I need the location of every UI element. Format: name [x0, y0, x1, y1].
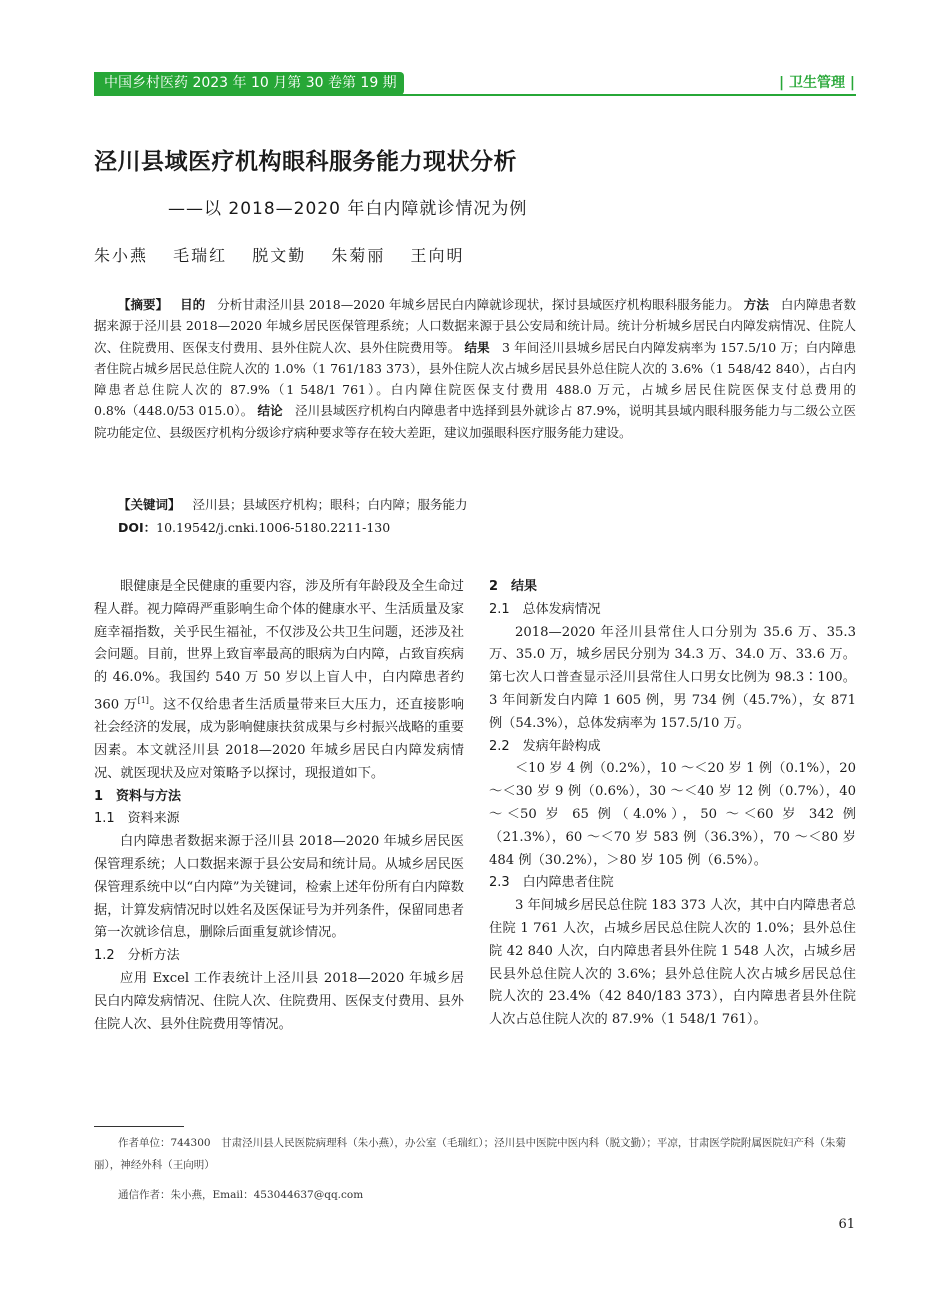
- abstract: [94, 294, 856, 443]
- footnote-rule: [94, 1126, 184, 1127]
- abstract-label: 【摘要】: [118, 297, 169, 312]
- keywords-label: 【关键词】: [118, 497, 181, 512]
- subsection-heading: 2.2 发病年龄构成: [489, 738, 601, 754]
- author: 脱文勤: [252, 246, 307, 265]
- keywords-text: 泾川县；县域医疗机构；眼科；白内障；服务能力: [192, 497, 468, 512]
- footnote: [94, 1132, 856, 1206]
- results-text: 3 年间泾川县城乡居民白内障发病率为 157.5/10 万；白内障患者住院占城乡居民总住院人次的 1.0%（1 761/183 373），县外住院人次占城乡居民县外总住院人次的 3.6%（1 548/42 840），占白内障患者总住院人次的 87.9%（1 548/1 761）。白内障住院医保支付费用 488.0 万元，占城乡居民住院医保支付总费用的 0.8%（448.0/53 015.0）。: [94, 339, 856, 419]
- author-affiliation: 作者单位：744300 甘肃泾川县人民医院病理科（朱小燕），办公室（毛瑞红）；泾川县中医院中医内科（脱文勤）；平凉，甘肃医学院附属医院妇产科（朱菊丽），神经外科（王向明）: [94, 1137, 846, 1171]
- keywords: [118, 495, 467, 515]
- purpose-text: 分析甘肃泾川县 2018—2020 年城乡居民白内障就诊现状，探讨县域医疗机构眼科服务能力。: [217, 297, 740, 312]
- methods-text: 白内障患者数据来源于泾川县 2018—2020 年城乡居民医保管理系统；人口数据来源于县公安局和统计局。统计分析城乡居民白内障发病情况、住院人次、住院费用、医保支付费用、县外住院人次、县外住院费用等。: [94, 297, 857, 355]
- article-title: 泾川县域医疗机构眼科服务能力现状分析: [94, 149, 517, 175]
- subsection-heading: 2.3 白内障患者住院: [489, 875, 614, 891]
- results-label: 结果: [464, 339, 490, 355]
- journal-info: 中国乡村医药 2023 年 10 月第 30 卷第 19 期: [104, 75, 397, 91]
- author: 王向明: [410, 246, 465, 265]
- header-rule: [94, 94, 856, 96]
- conclusion-label: 结论: [257, 403, 283, 419]
- doi: [118, 518, 390, 538]
- section-heading: 2 结果: [489, 579, 538, 594]
- intro-paragraph: 眼健康是全民健康的重要内容，涉及所有年龄段及全生命过程人群。视力障碍严重影响生命个体的健康水平、生活质量及家庭幸福指数，关乎民生福祉，不仅涉及公共卫生问题，还涉及社会问题。目前，世界上致盲率最高的眼病为白内障，占致盲疾病的 46.0%。我国约 540 万 50 岁以上盲人中，白内障患者约 360 万[1]。这不仅给患者生活质量带来巨大压力，还直接影响社会经济的发展，成为影响健康扶贫成果与乡村振兴战略的重要因素。本文就泾川县 2018—2020 年城乡居民白内障发病情况、就医现状及应对策略予以探讨，现报道如下。: [94, 579, 464, 781]
- paragraph: ＜10 岁 4 例（0.2%），10 ～＜20 岁 1 例（0.1%），20 ～＜30 岁 9 例（0.6%），30 ～＜40 岁 12 例（0.7%），40 ～＜50 岁 65 例（4.0%），50 ～＜60 岁 342 例（21.3%），60 ～＜70 岁 583 例（36.3%），70 ～＜80 岁 484 例（30.2%），＞80 岁 105 例（6.5%）。: [489, 761, 856, 868]
- author-list: [94, 244, 482, 268]
- subsection-heading: 1.2 分析方法: [94, 948, 180, 964]
- methods-label: 方法: [743, 297, 769, 312]
- subsection-heading: 2.1 总体发病情况: [489, 601, 601, 617]
- body-right-column: [489, 576, 856, 1032]
- article-subtitle: ——以 2018—2020 年白内障就诊情况为例: [168, 199, 528, 219]
- conclusion-text: 泾川县域医疗机构白内障患者中选择到县外就诊占 87.9%，说明其县域内眼科服务能力与二级公立医院功能定位、县级医疗机构分级诊疗病种要求等存在较大差距，建议加强眼科医疗服务能力建设。: [94, 403, 856, 440]
- author: 毛瑞红: [173, 246, 228, 265]
- paragraph: 应用 Excel 工作表统计上泾川县 2018—2020 年城乡居民白内障发病情况、住院人次、住院费用、医保支付费用、县外住院人次、县外住院费用等情况。: [94, 970, 464, 1032]
- author: 朱小燕: [94, 246, 149, 265]
- paragraph: 3 年间城乡居民总住院 183 373 人次，其中白内障患者总住院 1 761 人次，占城乡居民总住院人次的 1.0%；县外总住院 42 840 人次，白内障患者县外住院 1 548 人次，占城乡居民县外总住院人次的 3.6%；县外总住院人次占城乡居民总住院人次的 23.4%（42 840/183 373），白内障患者县外住院人次占总住院人次的 87.9%（1 548/1 761）。: [489, 898, 856, 1028]
- section-heading: 1 资料与方法: [94, 788, 182, 804]
- page-number: 61: [838, 1217, 855, 1232]
- author: 朱菊丽: [331, 246, 386, 265]
- doi-text: 10.19542/j.cnki.1006-5180.2211-130: [156, 520, 391, 535]
- subsection-heading: 1.1 资料来源: [94, 811, 180, 827]
- paragraph: 2018—2020 年泾川县常住人口分别为 35.6 万、35.3 万、35.0 万，城乡居民分别为 34.3 万、34.0 万、33.6 万。第七次人口普查显示泾川县常住人口男女比例为 98.3∶100。3 年间新发白内障 1 605 例，男 734 例（45.7%），女 871 例（54.3%），总体发病率为 157.5/10 万。: [489, 624, 856, 731]
- citation-ref: [1]: [137, 695, 149, 705]
- purpose-label: 目的: [180, 297, 206, 312]
- section-label: | 卫生管理 |: [779, 75, 855, 91]
- body-left-column: [94, 576, 464, 1036]
- corresponding-author: 通信作者：朱小燕，Email：453044637@qq.com: [118, 1189, 364, 1201]
- paragraph: 白内障患者数据来源于泾川县 2018—2020 年城乡居民医保管理系统；人口数据来源于县公安局和统计局。从城乡居民医保管理系统中以“白内障”为关键词，检索上述年份所有白内障数据，计算发病情况时以姓名及医保证号为并列条件，保留同患者第一次就诊信息，删除后面重复就诊情况。: [94, 834, 464, 941]
- doi-label: DOI：: [118, 520, 157, 535]
